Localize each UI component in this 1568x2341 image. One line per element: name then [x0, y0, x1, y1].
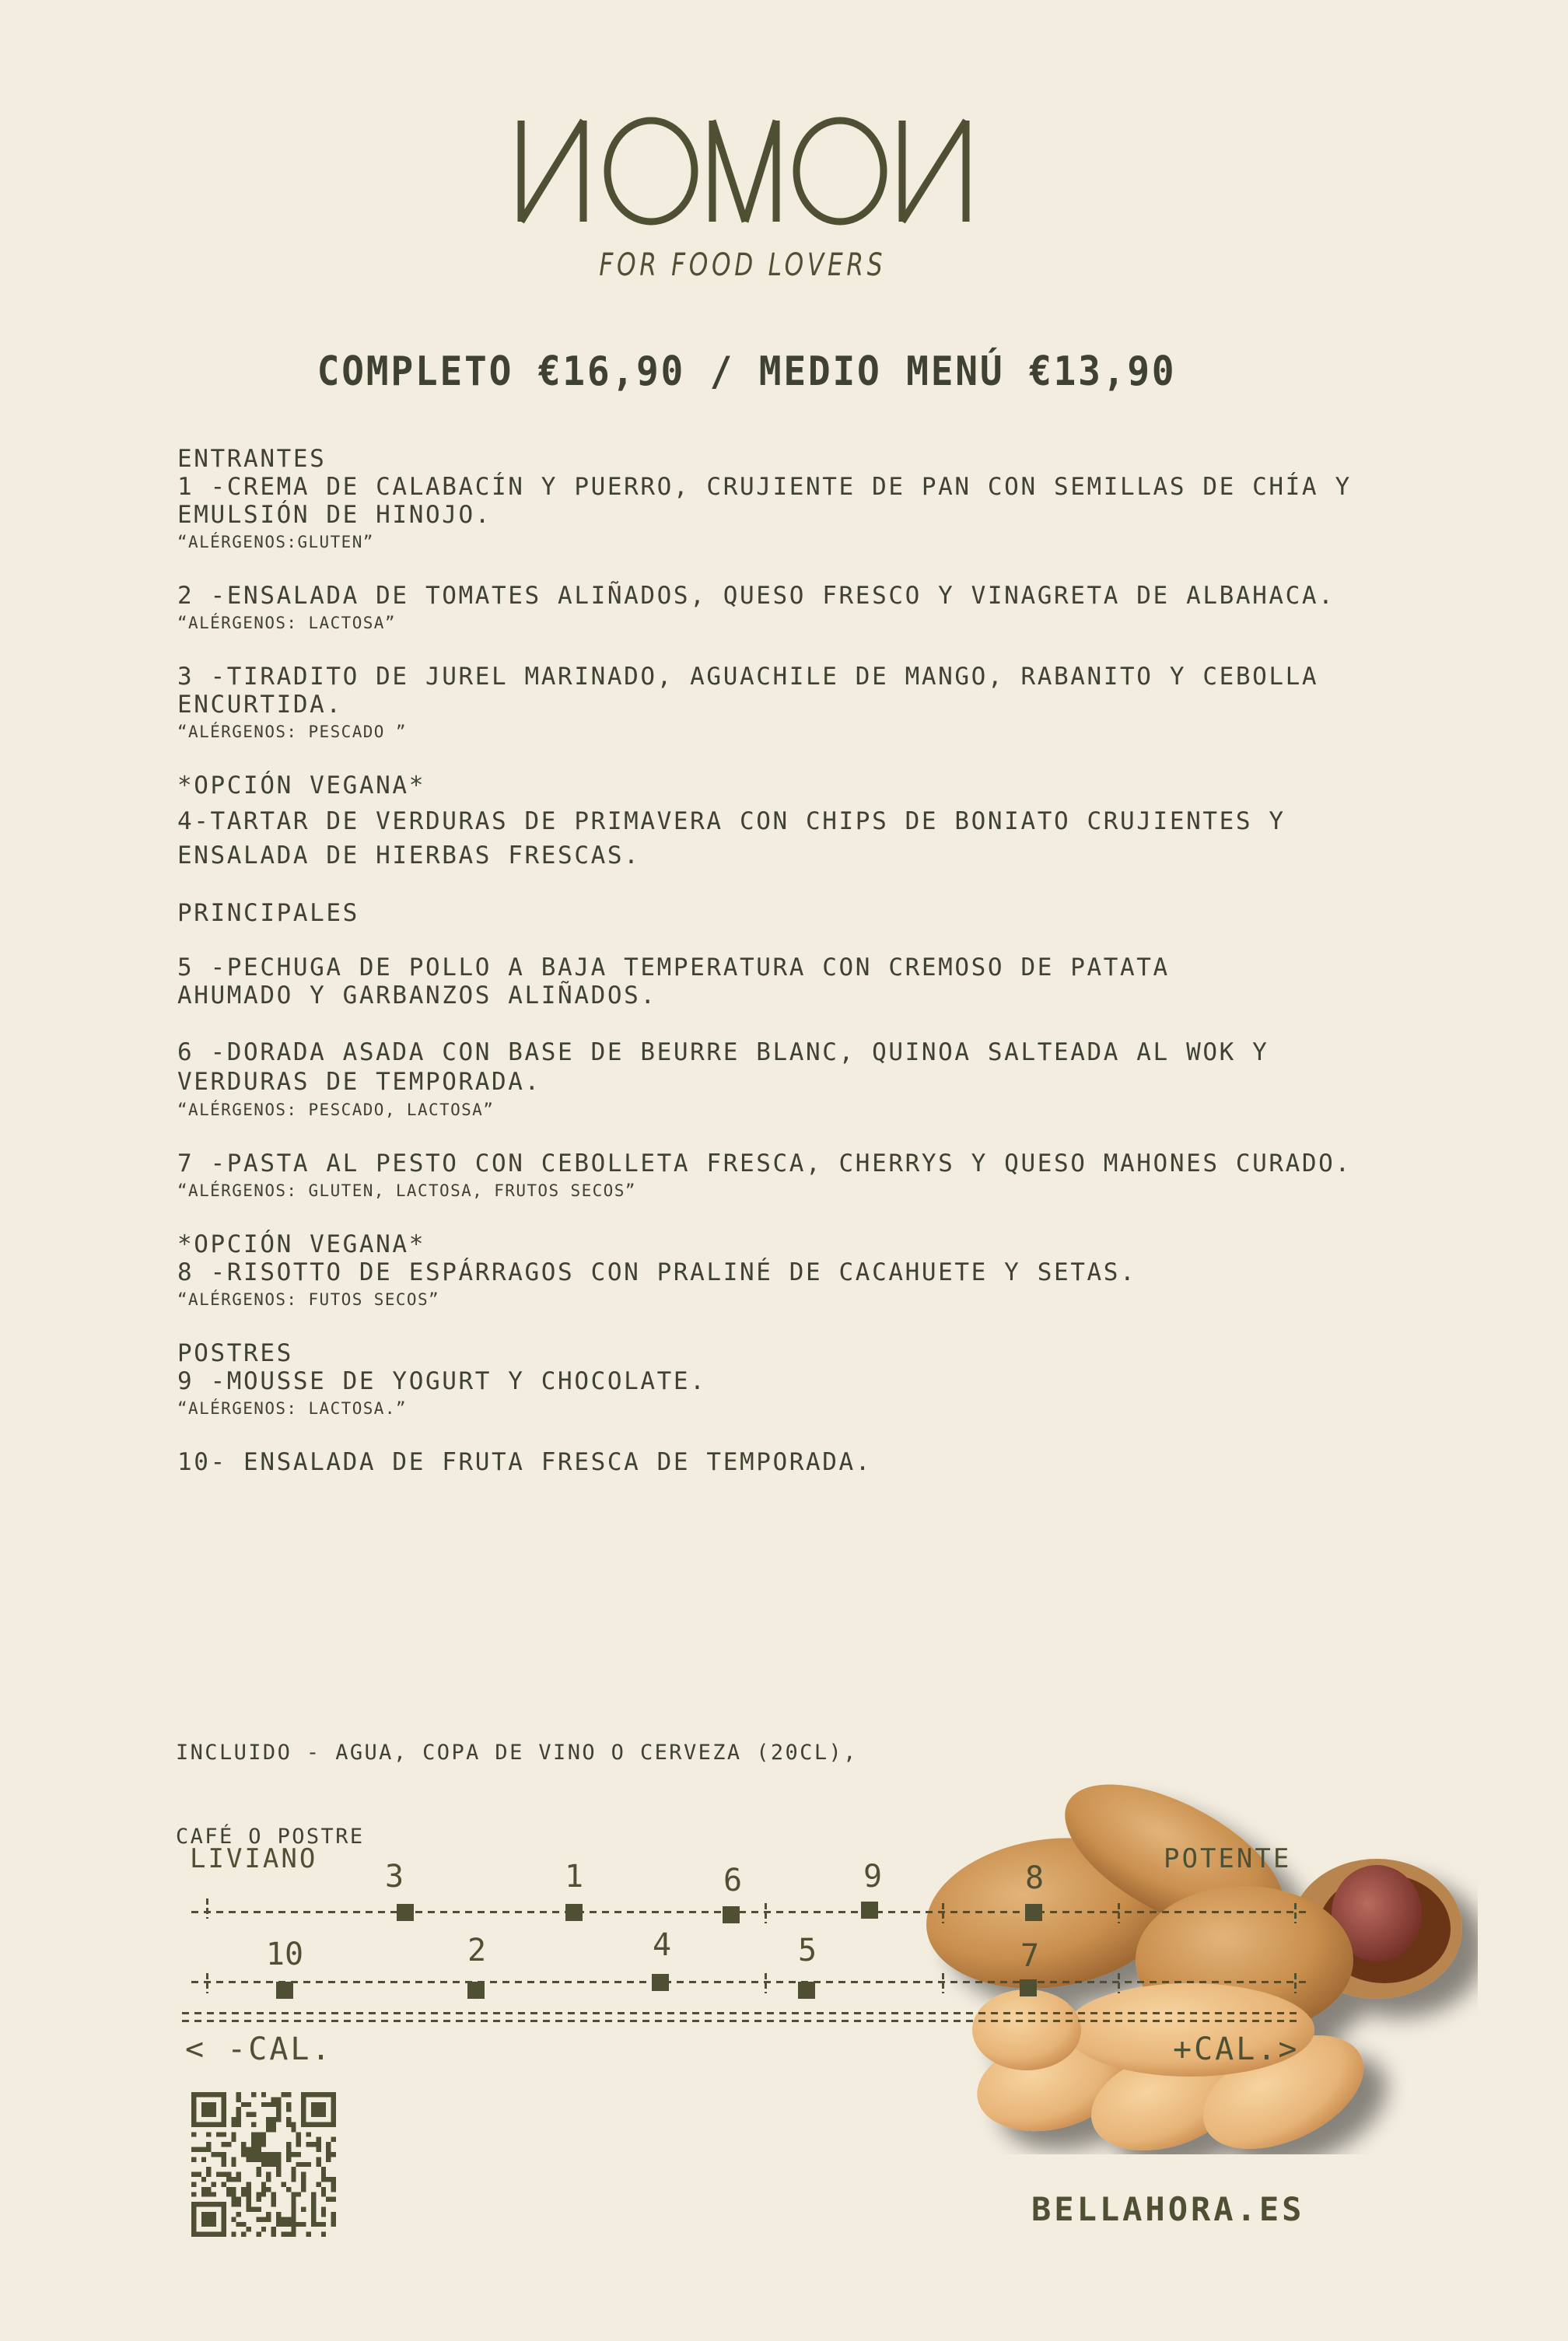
scale-tick — [765, 1973, 767, 1993]
allergen-note: “ALÉRGENOS: PESCADO, LACTOSA” — [177, 1101, 495, 1119]
tagline: FOR FOOD LOVERS — [599, 247, 887, 283]
menu-item-9 — [177, 1367, 1437, 1420]
scale-dish-number: 4 — [652, 1927, 672, 1963]
menu-item-8 — [177, 1230, 1437, 1311]
scale-marker — [861, 1902, 878, 1919]
section-heading-entrantes: ENTRANTES — [177, 445, 327, 473]
item-text: AHUMADO Y GARBANZOS ALIÑADOS. — [177, 982, 657, 1010]
section-heading-principales: PRINCIPALES — [177, 899, 359, 927]
qr-code-icon[interactable] — [191, 2092, 336, 2237]
menu-price-title: COMPLETO €16,90 / MEDIO MENÚ €13,90 — [317, 348, 1177, 395]
included-line-2: CAFÉ O POSTRE — [176, 1825, 365, 1849]
item-text: 1 -CREMA DE CALABACÍN Y PUERRO, CRUJIENTE DE PAN CON SEMILLAS DE CHÍA Y — [177, 473, 1352, 501]
scale-dish-number: 8 — [1024, 1860, 1045, 1896]
more-calories-label: +CAL.> — [1173, 2031, 1300, 2067]
item-text: ENSALADA DE HIERBAS FRESCAS. — [177, 842, 641, 870]
scale-dish-number: 7 — [1020, 1938, 1040, 1974]
allergen-note: “ALÉRGENOS:GLUTEN” — [177, 533, 374, 551]
scale-right-label: POTENTE — [1164, 1843, 1292, 1874]
scale-marker — [798, 1982, 815, 1999]
scale-left-label: LIVIANO — [190, 1843, 318, 1874]
item-text: ENCURTIDA. — [177, 691, 343, 719]
item-text: VERDURAS DE TEMPORADA. — [177, 1068, 541, 1096]
scale-marker — [467, 1982, 485, 1999]
menu-item-10 — [177, 1448, 1437, 1476]
item-text: 7 -PASTA AL PESTO CON CEBOLLETA FRESCA, CHERRYS Y QUESO MAHONES CURADO. — [177, 1150, 1352, 1177]
menu-item-5 — [177, 954, 1437, 1010]
item-text: 10- ENSALADA DE FRUTA FRESCA DE TEMPORADA. — [177, 1448, 873, 1476]
vegan-option-tag: *OPCIÓN VEGANA* — [177, 772, 425, 800]
item-text: 4-TARTAR DE VERDURAS DE PRIMAVERA CON CHIPS DE BONIATO CRUJIENTES Y — [177, 807, 1286, 835]
scale-marker — [723, 1906, 740, 1923]
item-text: 9 -MOUSSE DE YOGURT Y CHOCOLATE. — [177, 1367, 707, 1395]
menu-item-7 — [177, 1150, 1437, 1202]
item-text: 5 -PECHUGA DE POLLO A BAJA TEMPERATURA CON CREMOSO DE PATATA — [177, 954, 1170, 982]
scale-dish-number: 6 — [723, 1863, 743, 1898]
scale-dish-number: 5 — [797, 1933, 817, 1968]
scale-tick — [206, 1898, 208, 1919]
website-link[interactable]: BELLAHORA.ES — [1031, 2190, 1305, 2228]
scale-marker — [276, 1982, 293, 1999]
allergen-note: “ALÉRGENOS: GLUTEN, LACTOSA, FRUTOS SECOS” — [177, 1181, 636, 1200]
section-heading-postres: POSTRES — [177, 1339, 293, 1367]
scale-dish-number: 2 — [467, 1933, 487, 1968]
allergen-note: “ALÉRGENOS: LACTOSA.” — [177, 1399, 407, 1418]
menu-item-3 — [177, 663, 1437, 744]
vegan-option-tag: *OPCIÓN VEGANA* — [177, 1230, 425, 1258]
included-note — [176, 1683, 858, 1879]
menu-list — [177, 445, 1437, 1476]
scale-marker — [652, 1974, 669, 1991]
scale-tick — [206, 1973, 208, 1993]
allergen-note: “ALÉRGENOS: PESCADO ” — [177, 723, 407, 741]
item-text: 3 -TIRADITO DE JUREL MARINADO, AGUACHILE DE MANGO, RABANITO Y CEBOLLA — [177, 663, 1319, 691]
menu-item-4 — [177, 772, 1437, 873]
item-text: 6 -DORADA ASADA CON BASE DE BEURRE BLANC, QUINOA SALTEADA AL WOK Y — [177, 1038, 1269, 1066]
menu-item-6 — [177, 1038, 1437, 1122]
scale-marker — [565, 1904, 583, 1921]
scale-marker — [397, 1904, 414, 1921]
allergen-note: “ALÉRGENOS: FUTOS SECOS” — [177, 1290, 440, 1309]
nomon-logo — [513, 117, 980, 226]
item-text: 2 -ENSALADA DE TOMATES ALIÑADOS, QUESO FRESCO Y VINAGRETA DE ALBAHACA. — [177, 582, 1335, 610]
allergen-note: “ALÉRGENOS: LACTOSA” — [177, 614, 396, 632]
scale-dish-number: 10 — [265, 1937, 304, 1972]
scale-dish-number: 1 — [564, 1859, 584, 1895]
scale-tick — [765, 1903, 767, 1923]
item-text: 8 -RISOTTO DE ESPÁRRAGOS CON PRALINÉ DE CACAHUETE Y SETAS. — [177, 1258, 1137, 1286]
scale-dish-number: 3 — [384, 1859, 404, 1895]
menu-item-1 — [177, 473, 1437, 554]
included-line-1: INCLUIDO - AGUA, COPA DE VINO O CERVEZA (20CL), — [176, 1741, 858, 1765]
menu-item-2 — [177, 582, 1437, 635]
scale-dish-number: 9 — [863, 1859, 883, 1895]
item-text: EMULSIÓN DE HINOJO. — [177, 501, 492, 529]
peanuts-image — [918, 1781, 1478, 2154]
less-calories-label: < -CAL. — [185, 2031, 333, 2067]
